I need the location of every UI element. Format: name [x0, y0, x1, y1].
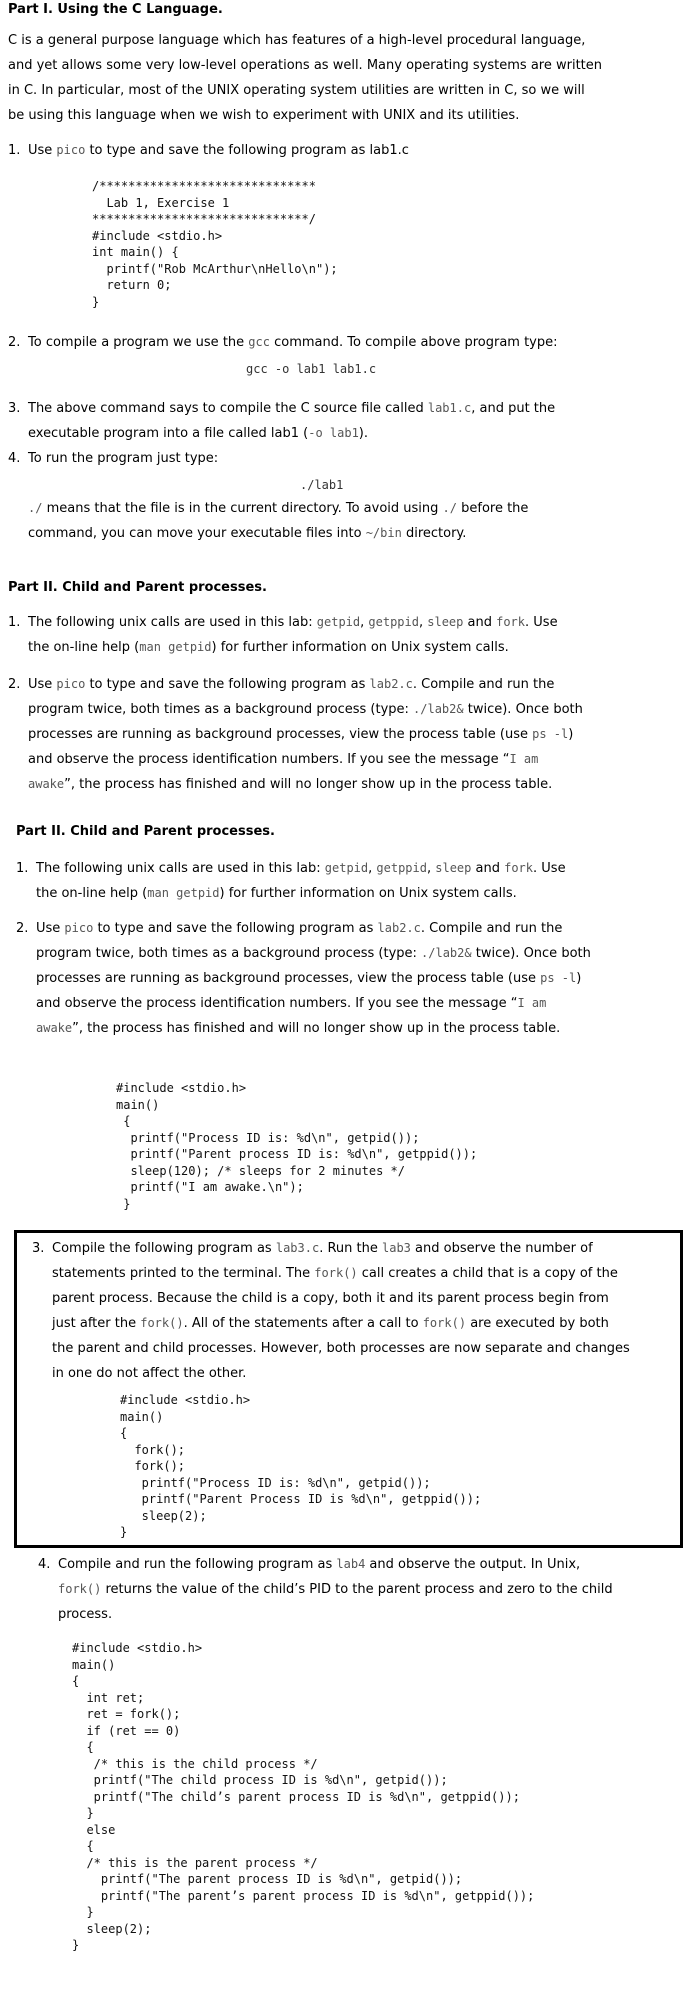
code-block-lab4: #include <stdio.h> main() { int ret; ret = fork(); if (ret == 0) { /* this is the child process */ printf("The child process ID is %d\n", getpid()); printf("The child’s parent process ID is %d\n", getppid()); } else { /* this is the parent process */ printf("The parent process ID is %d\n", getpid()); printf("The parent’s parent process ID is %d\n", getppid()); } sleep(2); } [72, 1641, 535, 1952]
text: the parent and child processes. However, both processes are now separate and changes [52, 1341, 630, 1356]
part2b-item-1 [16, 856, 636, 906]
text: Use [28, 677, 57, 692]
inline-code: getpid [316, 615, 361, 629]
inline-code: fork() [314, 1266, 358, 1280]
item-number: 3. [32, 1241, 45, 1256]
code-block-lab1: /****************************** Lab 1, Exercise 1 ******************************/ #include <stdio.h> int main() { printf("Rob McArthur\nHello\n"); return 0; } [92, 179, 338, 309]
inline-code: ps -l [540, 971, 577, 985]
inline-code: pico [56, 143, 86, 157]
inline-code: -o lab1 [308, 426, 359, 440]
text: process. [58, 1607, 113, 1622]
text: program twice, both times as a background process (type: [36, 946, 422, 961]
text: to type and save the following program as [93, 921, 378, 936]
inline-code: lab2.c [369, 677, 413, 691]
text: the on-line help ( [36, 886, 148, 901]
text: parent process. Because the child is a copy, both it and its parent process begin from [52, 1291, 609, 1306]
text: command. To compile above program type: [269, 335, 558, 350]
inline-code: I am [509, 752, 539, 766]
text: To run the program just type: [28, 451, 219, 466]
inline-code: lab2.c [377, 921, 421, 935]
text: and observe the number of [410, 1241, 593, 1256]
text: The following unix calls are used in this lab: [36, 861, 325, 876]
part1-item-3 [8, 396, 678, 446]
inline-code: man getpid [147, 886, 220, 900]
text: returns the value of the child’s PID to the parent process and zero to the child [101, 1582, 613, 1597]
intro-line: C is a general purpose language which has features of a high-level procedural language, [8, 33, 586, 48]
text: . Compile and run the [412, 677, 555, 692]
inline-code: ./lab2& [421, 946, 472, 960]
inline-code: lab3.c [275, 1241, 320, 1255]
text: ”, the process has finished and will no longer show up in the process table. [72, 1021, 561, 1036]
text: The following unix calls are used in this lab: [28, 615, 317, 630]
text: statements printed to the terminal. The [52, 1266, 315, 1281]
item-number: 1. [16, 861, 29, 876]
text: ”, the process has finished and will no longer show up in the process table. [64, 777, 553, 792]
text: are executed by both [466, 1316, 609, 1331]
text: and observe the process identification numbers. If you see the message “ [36, 996, 518, 1011]
text: processes are running as background processes, view the process table (use [36, 971, 541, 986]
text: Compile and run the following program as [58, 1557, 337, 1572]
inline-code: awake [36, 1021, 73, 1035]
item-number: 2. [8, 335, 21, 350]
inline-code: I am [517, 996, 547, 1010]
part1-item-1 [8, 138, 678, 163]
part1-item-4-note [28, 496, 618, 546]
item-number: 2. [8, 677, 21, 692]
text: . All of the statements after a call to [183, 1316, 423, 1331]
text: , [426, 861, 436, 876]
item-number: 4. [38, 1557, 51, 1572]
part1-item-2 [8, 330, 678, 355]
item-number: 1. [8, 615, 21, 630]
inline-code: fork() [140, 1316, 184, 1330]
inline-code: getppid [368, 615, 419, 629]
text: program twice, both times as a background process (type: [28, 702, 414, 717]
text: to type and save the following program as [85, 677, 370, 692]
inline-code: getpid [324, 861, 369, 875]
inline-code: ps -l [532, 727, 569, 741]
text: Compile the following program as [52, 1241, 276, 1256]
inline-code: ./lab2& [413, 702, 464, 716]
compile-command: gcc -o lab1 lab1.c [246, 362, 377, 376]
text: and observe the process identification numbers. If you see the message “ [28, 752, 510, 767]
inline-code: fork() [58, 1582, 102, 1596]
text: processes are running as background processes, view the process table (use [28, 727, 533, 742]
text: Use [28, 143, 57, 158]
inline-code: fork [504, 861, 534, 875]
item-3 [32, 1236, 662, 1386]
part1-heading: Part I. Using the C Language. [8, 2, 223, 17]
item-number: 2. [16, 921, 29, 936]
intro-line: in C. In particular, most of the UNIX operating system utilities are written in C, so we will [8, 83, 585, 98]
inline-code: lab3 [382, 1241, 411, 1255]
text: ). [358, 426, 369, 441]
inline-code: sleep [435, 861, 472, 875]
inline-code: ./ [442, 501, 457, 515]
text: the on-line help ( [28, 640, 140, 655]
text: executable program into a file called lab1 ( [28, 426, 309, 441]
text: ) [576, 971, 582, 986]
part2-heading-repeat: Part II. Child and Parent processes. [16, 824, 275, 839]
intro-line: be using this language when we wish to experiment with UNIX and its utilities. [8, 108, 520, 123]
inline-code: gcc [248, 335, 270, 349]
code-block-lab2: #include <stdio.h> main() { printf("Process ID is: %d\n", getpid()); printf("Parent process ID is: %d\n", getppid()); sleep(120); /* sleeps for 2 minutes */ printf("I am awake.\n"); } [116, 1081, 478, 1211]
text: and [463, 615, 497, 630]
text: . Use [525, 615, 558, 630]
text: , [360, 615, 369, 630]
run-command: ./lab1 [300, 478, 344, 492]
part2-item-2 [8, 672, 628, 797]
text: . Use [533, 861, 566, 876]
text: means that the file is in the current directory. To avoid using [42, 501, 443, 516]
inline-code: fork [496, 615, 526, 629]
text: The above command says to compile the C source file called [28, 401, 428, 416]
item-number: 3. [8, 401, 21, 416]
item-4 [38, 1552, 658, 1627]
text: call creates a child that is a copy of the [357, 1266, 618, 1281]
text: twice). Once both [471, 946, 591, 961]
code-block-lab3: #include <stdio.h> main() { fork(); fork(); printf("Process ID is: %d\n", getpid()); printf("Parent Process ID is %d\n", getppid()); sleep(2); } [120, 1393, 482, 1539]
text: command, you can move your executable files into [28, 526, 366, 541]
text: ) for further information on Unix system calls. [219, 886, 517, 901]
text: before the [456, 501, 529, 516]
text: to type and save the following program as lab1.c [85, 143, 409, 158]
text: , and put the [471, 401, 556, 416]
text: To compile a program we use the [28, 335, 249, 350]
part2b-item-2 [16, 916, 636, 1041]
text: . Run the [319, 1241, 382, 1256]
inline-code: fork() [422, 1316, 467, 1330]
inline-code: pico [64, 921, 94, 935]
text: twice). Once both [463, 702, 583, 717]
text: ) for further information on Unix system calls. [211, 640, 509, 655]
text: just after the [52, 1316, 141, 1331]
inline-code: ~/bin [365, 526, 402, 540]
text: Use [36, 921, 65, 936]
text: , [418, 615, 428, 630]
item-number: 4. [8, 451, 21, 466]
inline-code: sleep [427, 615, 464, 629]
text: and observe the output. In Unix, [365, 1557, 581, 1572]
text: and [471, 861, 505, 876]
text: directory. [401, 526, 467, 541]
part1-intro [8, 28, 678, 128]
item-number: 1. [8, 143, 21, 158]
text: ) [568, 727, 574, 742]
part1-item-4 [8, 446, 678, 471]
inline-code: ./ [28, 501, 43, 515]
inline-code: lab4 [336, 1557, 366, 1571]
inline-code: awake [28, 777, 65, 791]
inline-code: pico [56, 677, 86, 691]
inline-code: man getpid [139, 640, 212, 654]
part2-heading: Part II. Child and Parent processes. [8, 580, 267, 595]
inline-code: lab1.c [427, 401, 472, 415]
text: , [368, 861, 377, 876]
text: in one do not affect the other. [52, 1366, 247, 1381]
intro-line: and yet allows some very low-level operations as well. Many operating systems are written [8, 58, 602, 73]
text: . Compile and run the [420, 921, 563, 936]
inline-code: getppid [376, 861, 427, 875]
part2-item-1 [8, 610, 628, 660]
